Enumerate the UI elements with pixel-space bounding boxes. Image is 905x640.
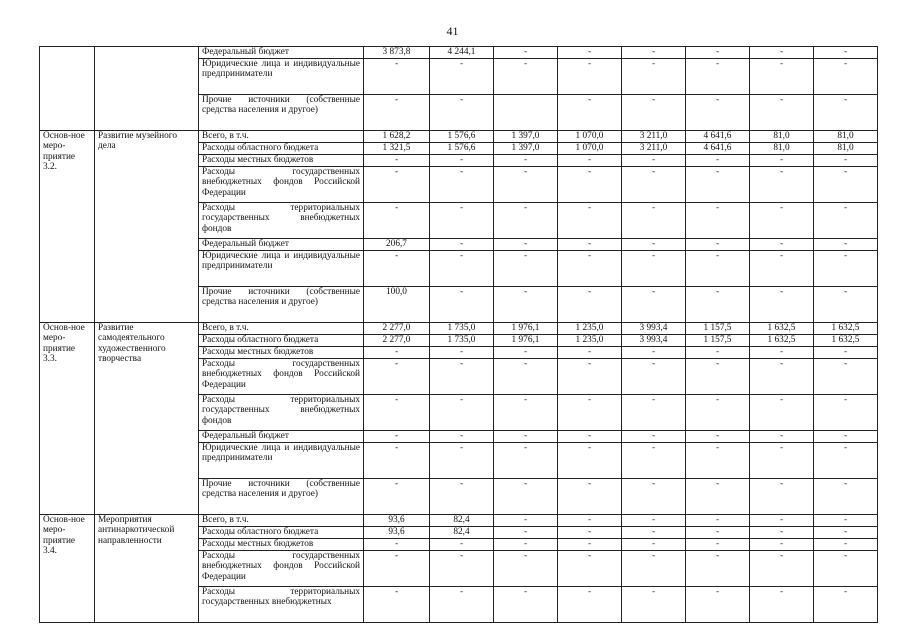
- amount-cell: 81,0: [750, 143, 814, 155]
- amount-cell: 93,6: [364, 515, 430, 527]
- amount-cell: 82,4: [430, 515, 494, 527]
- amount-cell: -: [686, 479, 750, 515]
- amount-cell: 1 976,1: [494, 323, 558, 335]
- activity-name: Развитие самодеятельного художественного творчества: [95, 323, 199, 515]
- amount-cell: -: [494, 203, 558, 239]
- amount-cell: 3 211,0: [622, 131, 686, 143]
- amount-cell: -: [558, 239, 622, 251]
- amount-cell: -: [364, 155, 430, 167]
- amount-cell: -: [558, 167, 622, 203]
- amount-cell: 4 641,6: [686, 143, 750, 155]
- amount-cell: -: [686, 395, 750, 431]
- funding-source: Расходы местных бюджетов: [199, 155, 364, 167]
- funding-source: Прочие источники (собственные средства населения и другое): [199, 95, 364, 131]
- amount-cell: -: [494, 287, 558, 323]
- amount-cell: -: [494, 167, 558, 203]
- amount-cell: -: [686, 359, 750, 395]
- amount-cell: -: [686, 203, 750, 239]
- activity-code: Основ-ное меро-приятие 3.3.: [40, 323, 95, 515]
- amount-cell: -: [814, 167, 878, 203]
- amount-cell: -: [364, 203, 430, 239]
- amount-cell: -: [750, 539, 814, 551]
- amount-cell: -: [430, 587, 494, 623]
- amount-cell: -: [558, 251, 622, 287]
- funding-source: Юридические лица и индивидуальные предприниматели: [199, 251, 364, 287]
- amount-cell: -: [814, 551, 878, 587]
- funding-source: Расходы местных бюджетов: [199, 347, 364, 359]
- amount-cell: -: [430, 359, 494, 395]
- activity-name: Развитие музейного дела: [95, 131, 199, 323]
- amount-cell: -: [686, 251, 750, 287]
- amount-cell: -: [814, 359, 878, 395]
- amount-cell: 3 211,0: [622, 143, 686, 155]
- table-row: [40, 131, 878, 143]
- amount-cell: 1 632,5: [814, 323, 878, 335]
- amount-cell: -: [558, 155, 622, 167]
- amount-cell: -: [622, 95, 686, 131]
- amount-cell: -: [430, 551, 494, 587]
- amount-cell: 81,0: [750, 131, 814, 143]
- amount-cell: -: [364, 551, 430, 587]
- activity-name: Мероприятия антинаркотической направленности: [95, 515, 199, 623]
- amount-cell: 1 157,5: [686, 335, 750, 347]
- amount-cell: -: [622, 47, 686, 59]
- amount-cell: -: [622, 167, 686, 203]
- amount-cell: -: [622, 395, 686, 431]
- amount-cell: -: [430, 155, 494, 167]
- amount-cell: -: [430, 431, 494, 443]
- amount-cell: 1 576,6: [430, 143, 494, 155]
- funding-source: Расходы территориальных государственных внебюджетных фондов: [199, 203, 364, 239]
- amount-cell: -: [558, 587, 622, 623]
- amount-cell: -: [814, 251, 878, 287]
- amount-cell: -: [558, 479, 622, 515]
- amount-cell: -: [558, 287, 622, 323]
- amount-cell: -: [430, 443, 494, 479]
- amount-cell: -: [686, 155, 750, 167]
- amount-cell: -: [750, 239, 814, 251]
- funding-source: Федеральный бюджет: [199, 431, 364, 443]
- amount-cell: 82,4: [430, 527, 494, 539]
- amount-cell: -: [750, 155, 814, 167]
- amount-cell: 3 993,4: [622, 323, 686, 335]
- amount-cell: -: [814, 587, 878, 623]
- amount-cell: -: [622, 587, 686, 623]
- amount-cell: 1 321,5: [364, 143, 430, 155]
- amount-cell: -: [494, 587, 558, 623]
- funding-source: Расходы территориальных государственных внебюджетных: [199, 587, 364, 623]
- amount-cell: -: [686, 527, 750, 539]
- amount-cell: -: [622, 515, 686, 527]
- amount-cell: -: [430, 287, 494, 323]
- amount-cell: 1 628,2: [364, 131, 430, 143]
- amount-cell: -: [430, 539, 494, 551]
- amount-cell: 206,7: [364, 239, 430, 251]
- budget-table: [39, 46, 878, 623]
- amount-cell: -: [558, 47, 622, 59]
- amount-cell: -: [814, 479, 878, 515]
- amount-cell: -: [364, 431, 430, 443]
- amount-cell: -: [558, 539, 622, 551]
- amount-cell: -: [750, 359, 814, 395]
- amount-cell: -: [814, 239, 878, 251]
- amount-cell: 1 070,0: [558, 131, 622, 143]
- amount-cell: -: [750, 395, 814, 431]
- amount-cell: -: [814, 95, 878, 131]
- amount-cell: -: [750, 515, 814, 527]
- amount-cell: -: [686, 59, 750, 95]
- amount-cell: -: [430, 239, 494, 251]
- amount-cell: -: [622, 203, 686, 239]
- amount-cell: -: [494, 395, 558, 431]
- funding-source: Прочие источники (собственные средства населения и другое): [199, 479, 364, 515]
- amount-cell: -: [686, 347, 750, 359]
- amount-cell: 1 632,5: [814, 335, 878, 347]
- amount-cell: -: [622, 347, 686, 359]
- amount-cell: -: [494, 239, 558, 251]
- amount-cell: -: [750, 47, 814, 59]
- amount-cell: -: [622, 251, 686, 287]
- funding-source: Расходы государственных внебюджетных фондов Российской Федерации: [199, 359, 364, 395]
- amount-cell: -: [622, 287, 686, 323]
- amount-cell: -: [558, 359, 622, 395]
- amount-cell: -: [750, 203, 814, 239]
- amount-cell: 1 632,5: [750, 335, 814, 347]
- amount-cell: -: [364, 443, 430, 479]
- amount-cell: -: [750, 347, 814, 359]
- amount-cell: -: [494, 47, 558, 59]
- activity-name: [95, 47, 199, 131]
- amount-cell: -: [430, 203, 494, 239]
- amount-cell: -: [686, 515, 750, 527]
- funding-source: Расходы территориальных государственных внебюджетных фондов: [199, 395, 364, 431]
- funding-source: Федеральный бюджет: [199, 47, 364, 59]
- amount-cell: -: [814, 155, 878, 167]
- amount-cell: -: [622, 359, 686, 395]
- amount-cell: -: [750, 287, 814, 323]
- activity-code: Основ-ное меро-приятие 3.4.: [40, 515, 95, 623]
- amount-cell: -: [814, 443, 878, 479]
- amount-cell: 1 976,1: [494, 335, 558, 347]
- amount-cell: 1 397,0: [494, 131, 558, 143]
- amount-cell: -: [750, 251, 814, 287]
- amount-cell: -: [494, 479, 558, 515]
- amount-cell: -: [814, 47, 878, 59]
- amount-cell: -: [814, 431, 878, 443]
- funding-source: Всего, в т.ч.: [199, 323, 364, 335]
- funding-source: Прочие источники (собственные средства населения и другое): [199, 287, 364, 323]
- amount-cell: 81,0: [814, 143, 878, 155]
- amount-cell: 3 873,8: [364, 47, 430, 59]
- amount-cell: -: [430, 95, 494, 131]
- amount-cell: -: [558, 527, 622, 539]
- amount-cell: -: [686, 287, 750, 323]
- amount-cell: -: [686, 443, 750, 479]
- amount-cell: -: [814, 59, 878, 95]
- amount-cell: -: [558, 515, 622, 527]
- amount-cell: -: [430, 347, 494, 359]
- amount-cell: -: [750, 587, 814, 623]
- funding-source: Всего, в т.ч.: [199, 515, 364, 527]
- amount-cell: -: [494, 59, 558, 95]
- amount-cell: 1 576,6: [430, 131, 494, 143]
- amount-cell: -: [558, 203, 622, 239]
- amount-cell: -: [558, 347, 622, 359]
- amount-cell: -: [686, 167, 750, 203]
- amount-cell: -: [558, 95, 622, 131]
- amount-cell: -: [814, 539, 878, 551]
- table-row: [40, 323, 878, 335]
- amount-cell: 1 157,5: [686, 323, 750, 335]
- amount-cell: -: [430, 167, 494, 203]
- funding-source: Всего, в т.ч.: [199, 131, 364, 143]
- amount-cell: -: [750, 527, 814, 539]
- amount-cell: 2 277,0: [364, 335, 430, 347]
- amount-cell: -: [364, 539, 430, 551]
- amount-cell: -: [750, 551, 814, 587]
- amount-cell: 4 244,1: [430, 47, 494, 59]
- amount-cell: -: [814, 527, 878, 539]
- amount-cell: -: [686, 431, 750, 443]
- amount-cell: -: [622, 59, 686, 95]
- funding-source: Юридические лица и индивидуальные предприниматели: [199, 443, 364, 479]
- amount-cell: -: [558, 431, 622, 443]
- amount-cell: 81,0: [814, 131, 878, 143]
- amount-cell: 1 735,0: [430, 335, 494, 347]
- funding-source: Расходы областного бюджета: [199, 527, 364, 539]
- amount-cell: -: [622, 551, 686, 587]
- funding-source: Юридические лица и индивидуальные предприниматели: [199, 59, 364, 95]
- amount-cell: -: [494, 347, 558, 359]
- amount-cell: 4 641,6: [686, 131, 750, 143]
- amount-cell: -: [622, 155, 686, 167]
- amount-cell: -: [622, 239, 686, 251]
- amount-cell: 1 735,0: [430, 323, 494, 335]
- amount-cell: -: [814, 395, 878, 431]
- amount-cell: 93,6: [364, 527, 430, 539]
- funding-source: Расходы областного бюджета: [199, 335, 364, 347]
- amount-cell: -: [622, 539, 686, 551]
- amount-cell: -: [364, 347, 430, 359]
- amount-cell: 1 397,0: [494, 143, 558, 155]
- amount-cell: -: [494, 251, 558, 287]
- amount-cell: -: [494, 515, 558, 527]
- amount-cell: -: [750, 95, 814, 131]
- amount-cell: [494, 95, 558, 131]
- amount-cell: -: [494, 443, 558, 479]
- amount-cell: -: [622, 431, 686, 443]
- amount-cell: -: [750, 479, 814, 515]
- amount-cell: 2 277,0: [364, 323, 430, 335]
- amount-cell: -: [494, 551, 558, 587]
- table-body: [40, 47, 878, 623]
- amount-cell: -: [750, 431, 814, 443]
- amount-cell: -: [622, 527, 686, 539]
- amount-cell: -: [558, 551, 622, 587]
- amount-cell: -: [364, 251, 430, 287]
- funding-source: Расходы областного бюджета: [199, 143, 364, 155]
- amount-cell: 1 235,0: [558, 323, 622, 335]
- amount-cell: -: [494, 155, 558, 167]
- amount-cell: -: [364, 359, 430, 395]
- amount-cell: -: [686, 539, 750, 551]
- amount-cell: -: [364, 95, 430, 131]
- amount-cell: 1 632,5: [750, 323, 814, 335]
- funding-source: Расходы государственных внебюджетных фондов Российской Федерации: [199, 551, 364, 587]
- amount-cell: -: [558, 395, 622, 431]
- page-number: 41: [446, 24, 459, 38]
- amount-cell: -: [686, 239, 750, 251]
- amount-cell: -: [814, 515, 878, 527]
- amount-cell: -: [622, 443, 686, 479]
- amount-cell: -: [364, 59, 430, 95]
- amount-cell: -: [494, 359, 558, 395]
- amount-cell: -: [558, 59, 622, 95]
- amount-cell: -: [364, 167, 430, 203]
- amount-cell: 1 235,0: [558, 335, 622, 347]
- funding-source: Федеральный бюджет: [199, 239, 364, 251]
- amount-cell: -: [494, 527, 558, 539]
- amount-cell: -: [686, 95, 750, 131]
- activity-code: [40, 47, 95, 131]
- amount-cell: -: [430, 395, 494, 431]
- amount-cell: -: [750, 167, 814, 203]
- amount-cell: -: [814, 287, 878, 323]
- amount-cell: 100,0: [364, 287, 430, 323]
- amount-cell: -: [364, 587, 430, 623]
- amount-cell: -: [814, 203, 878, 239]
- amount-cell: -: [814, 347, 878, 359]
- table-row: [40, 47, 878, 59]
- amount-cell: 3 993,4: [622, 335, 686, 347]
- amount-cell: -: [364, 395, 430, 431]
- funding-source: Расходы государственных внебюджетных фондов Российской Федерации: [199, 167, 364, 203]
- activity-code: Основ-ное меро-приятие 3.2.: [40, 131, 95, 323]
- amount-cell: -: [364, 479, 430, 515]
- amount-cell: -: [686, 47, 750, 59]
- amount-cell: 1 070,0: [558, 143, 622, 155]
- amount-cell: -: [430, 479, 494, 515]
- amount-cell: -: [558, 443, 622, 479]
- funding-source: Расходы местных бюджетов: [199, 539, 364, 551]
- amount-cell: -: [750, 443, 814, 479]
- amount-cell: -: [686, 587, 750, 623]
- amount-cell: -: [494, 431, 558, 443]
- table-row: [40, 515, 878, 527]
- amount-cell: -: [430, 251, 494, 287]
- amount-cell: -: [494, 539, 558, 551]
- amount-cell: -: [430, 59, 494, 95]
- amount-cell: -: [622, 479, 686, 515]
- amount-cell: -: [750, 59, 814, 95]
- amount-cell: -: [686, 551, 750, 587]
